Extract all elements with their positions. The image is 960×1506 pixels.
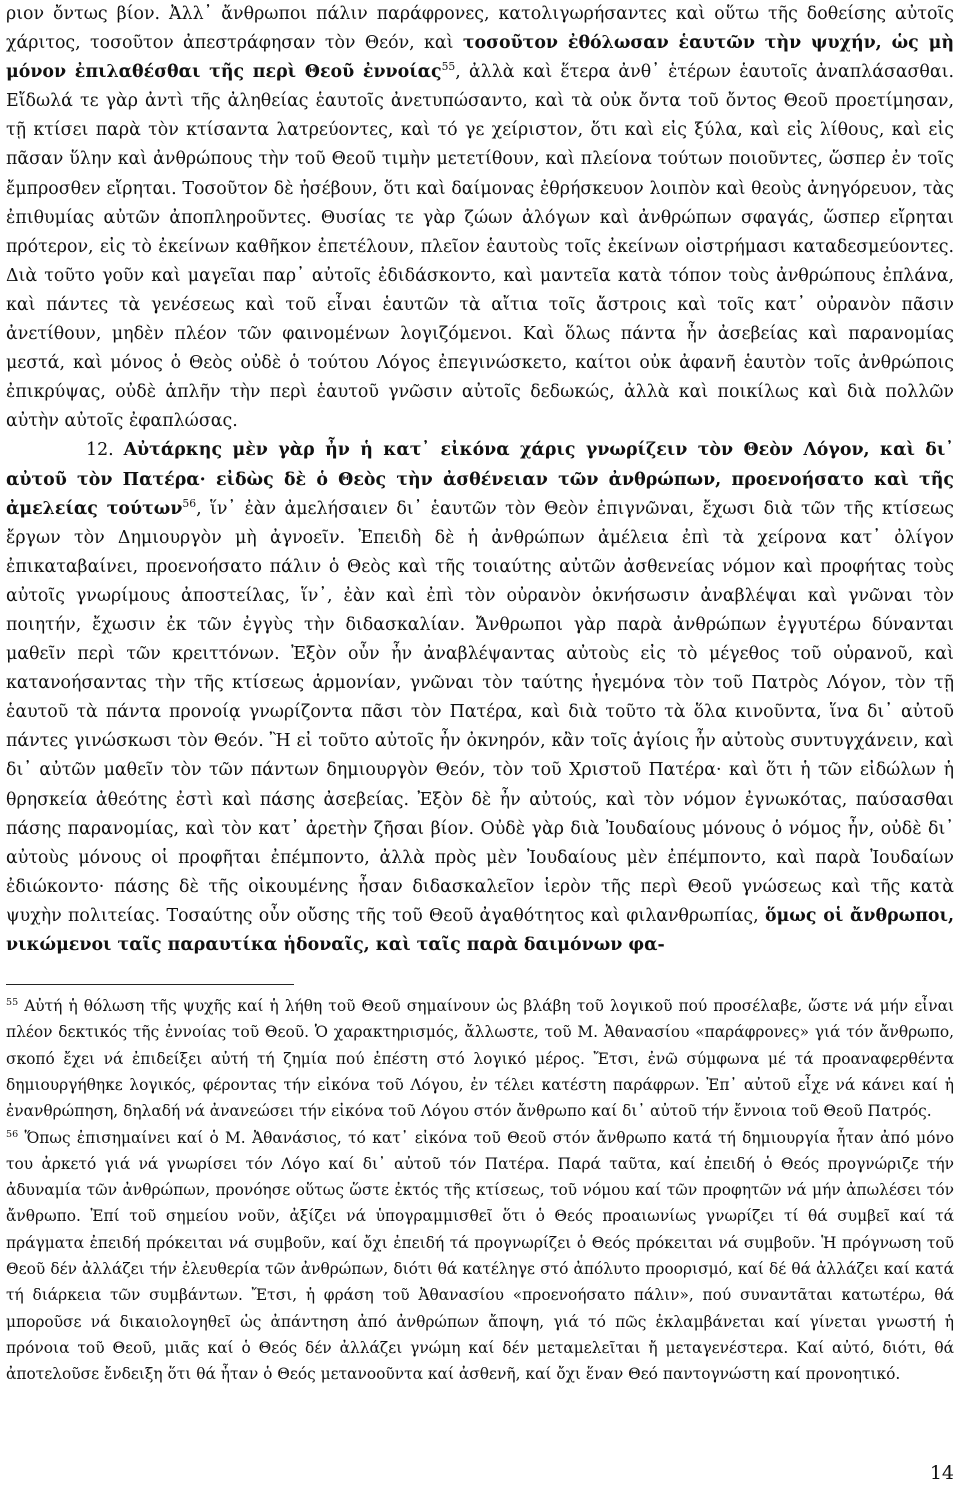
text-run: ριον ὄντως βίον. Ἀλλ᾿ ἄνθρωποι πάλιν παράφρονες, κατολιγωρήσαντες καὶ οὕτω τῆς δοθείσης αὐτοῖς χάριτος, τοσοῦτον ἀπεστράφησαν τὸν Θεόν, καὶ <box>6 4 954 54</box>
page-number: 14 <box>929 1462 954 1484</box>
footnotes <box>6 993 954 1387</box>
footnote-text: Ὅπως ἐπισημαίνει καί ὁ Μ. Ἀθανάσιος, τό κατ᾿ εἰκόνα τοῦ Θεοῦ στόν ἄνθρωπο κατά τή δημιουργία ἦταν ἀπό μόνο του ἀρκετό γιά νά γνωρίσει τόν Λόγο καί δι᾿ αὐτοῦ τόν Πατέρα. Παρά ταῦτα, καί ἐπειδή ὁ Θεός προγνώριζε τήν ἀδυναμία τῶν ἀνθρώπων, πρoνόησε οὕτως ὥστε ἐκτός τῆς κτίσεως, τοῦ νόμου καί τῶν προφητῶν νά μήν ἀπωλέσει τόν ἄνθρωπο. Ἐπί τοῦ σημείου νοῦν, ἀξίζει νά ὑπογραμμισθεῖ ὅτι ὁ Θεός προαιωνίως γνωρίζει τί θά συμβεῖ καί τά πράγματα ἐπειδή πρόκειται νά συμβοῦν, καί ὄχι ἐπειδή τά προγνωρίζει ὁ Θεός πρόκειται νά συμβοῦν. Ἡ πρόγνωση τοῦ Θεοῦ δέν ἀλλάζει τήν ἐλευθερία τῶν ἀνθρώπων, διότι θά κατέληγε στό ἀπόλυτο προορισμό, καί δέ θά ἀλλάζει καί κατά τή διάρκεια τῶν συμβάντων. Ἔτσι, ἡ φράση τοῦ Ἀθανασίου «προενοήσατο πάλιν», πού συναντᾶται κατωτέρω, θά μποροῦσε νά δικαιολογηθεῖ ὡς ἀπάντηση ἀπό ἀνθρώπων ἄποψη, γιά τό πῶς ἐκλαμβάνεται καί γίνεται γνωστή ἡ πρόνοια τοῦ Θεοῦ, μιᾶς καί ὁ Θεός δέν ἀλλάζει γνώμη καί δέν μεταμελεῖται ἤ μεταγενέστερα. Καί αὐτό, διότι, θά ἀποτελοῦσε ἔνδειξη ὅτι θά ἦταν ὁ Θεός μετανοοῦντα καί ἀσθενῆ, καί ὄχι ἕναν Θεό παντογνώστη καί προνοητικό. <box>6 1128 954 1384</box>
bold-run: ὅμως οἱ ἄνθρωποι, νικώμενοι ταῖς παραυτίκα ἡδοναῖς, καὶ ταῖς παρὰ δαιμόνων φα- <box>6 905 955 955</box>
footnote-56 <box>6 1125 954 1388</box>
footnote-separator <box>6 984 294 985</box>
main-text <box>6 0 954 960</box>
paragraph-1 <box>6 0 954 436</box>
text-run: , ἀλλὰ καὶ ἕτερα ἀνθ᾿ ἑτέρων ἑαυτοῖς ἀναπλάσασθαι. Εἴδωλά τε γὰρ ἀντὶ τῆς ἀληθείας ἑαυτοῖς ἀνετυπώσαντο, καὶ τὰ οὐκ ὄντα τοῦ ὄντος Θεοῦ προετίμησαν, τῇ κτίσει παρὰ τὸν κτίσαντα λατρεύοντες, καὶ τό γε χείριστον, ὅτι καὶ εἰς ξύλα, καὶ εἰς λίθους, καὶ εἰς πᾶσαν ὕλην καὶ ἀνθρώπους τὴν τοῦ Θεοῦ τιμὴν μετετίθουν, καὶ πλείονα τούτων ποιοῦντες, ὥσπερ ἐν τοῖς ἔμπροσθεν εἴρηται. Τοσοῦτον δὲ ἠσέβουν, ὅτι καὶ δαίμονας ἐθρήσκευον λοιπὸν καὶ θεοὺς ἀνηγόρευον, τὰς ἐπιθυμίας αὐτῶν ἀποπληροῦντες. Θυσίας τε γὰρ ζώων ἀλόγων καὶ ἀνθρώπων σφαγάς, ὥσπερ εἴρηται πρότερον, εἰς τὸ ἐκείνων καθῆκον ἐπετέλουν, πλεῖον ἑαυτοὺς τοῖς ἐκείνων οἰστρήμασι καταδεσμεύοντες. Διὰ τοῦτο γοῦν καὶ μαγεῖαι παρ᾿ αὐτοῖς ἐδιδάσκοντο, καὶ μαντεῖα κατὰ τόπον τοὺς ἀνθρώπους ἐπλάνα, καὶ πάντες τὰ γενέσεως καὶ τοῦ εἶναι ἑαυτῶν τὰ αἴτια τοῖς ἄστροις καὶ τοῖς κατ᾿ οὐρανὸν πᾶσιν ἀνετίθουν, μηδὲν πλέον τῶν φαινομένων λογιζόμενοι. Καὶ ὅλως πάντα ἦν ἀσεβείας καὶ παρανομίας μεστά, καὶ μόνος ὁ Θεὸς οὐδὲ ὁ τούτου Λόγος ἐπεγινώσκετο, καίτοι οὐκ ἀφανῆ ἑαυτὸν τοῖς ἀνθρώποις ἐπικρύψας, οὐδὲ ἁπλῆν τὴν περὶ ἑαυτοῦ γνῶσιν αὐτοῖς δεδωκώς, ἀλλὰ καὶ ποικίλως καὶ διὰ πολλῶν αὐτὴν αὐτοῖς ἐφαπλώσας. <box>6 62 954 432</box>
footnote-text: Αὐτή ἡ θόλωση τῆς ψυχῆς καί ἡ λήθη τοῦ Θεοῦ σημαίνουν ὡς βλάβη τοῦ λογικοῦ πού πρoσέλαβε, ὥστε νά μήν εἶναι πλέον δεκτικός τῆς ἐννοίας τοῦ Θεοῦ. Ὁ χαρακτηρισμός, ἄλλωστε, τοῦ Μ. Ἀθανασίου «παράφρονες» γιά τόν ἄνθρωπο, σκοπό ἔχει νά ἐπιδείξει αὐτή τή ζημία πού ἐπέστη στό λογικό μέρος. Ἔτσι, ἐνῶ σύμφωνα μέ τά προαναφερθέντα δημιουργήθηκε λογικός, φέροντας τήν εἰκόνα τοῦ Λόγου, ἐν τέλει κατέστη παράφρων. Ἐπ᾿ αὐτοῦ εἶχε νά κάνει καί ἡ ἐνανθρώπηση, δηλαδή νά ἀνανεώσει τήν εἰκόνα τοῦ Λόγου στόν ἄνθρωπο καί δι᾿ αὐτοῦ τήν ἔννοια τοῦ Θεοῦ Πατρός. <box>6 997 954 1121</box>
text-run: , ἵν᾿ ἐὰν ἀμελήσαιεν δι᾿ ἑαυτῶν τὸν Θεὸν ἐπιγνῶναι, ἔχωσι διὰ τῶν τῆς κτίσεως ἔργων τὸν Δημιουργὸν μὴ ἀγνοεῖν. Ἐπειδὴ δὲ ἡ ἀνθρώπων ἀμέλεια ἐπὶ τὰ χείρονα κατ᾿ ὀλίγον ἐπικαταβαίνει, προενοήσατο πάλιν ὁ Θεὸς καὶ τῆς τοιαύτης αὐτῶν ἀσθενείας νόμον καὶ προφήτας τοὺς αὐτοῖς γνωρίμους ἀποστείλας, ἵν᾿, ἐὰν καὶ ἐπὶ τὸν οὐρανὸν ὀκνήσωσιν ἀναβλέψαι καὶ γνῶναι τὸν ποιητήν, ἔχωσιν ἐκ τῶν ἐγγὺς τὴν διδασκαλίαν. Ἄνθρωποι γὰρ παρὰ ἀνθρώπων ἐγγυτέρω δύνανται μαθεῖν περὶ τῶν κρειττόνων. Ἐξὸν οὖν ἦν ἀναβλέψαντας αὐτοὺς εἰς τὸ μέγεθος τοῦ οὐρανοῦ, καὶ κατανοήσαντας τὴν τῆς κτίσεως ἁρμονίαν, γνῶναι τὸν ταύτης ἡγεμόνα τὸν τοῦ Πατρὸς Λόγον, τὸν τῇ ἑαυτοῦ τὰ πάντα προνοίᾳ γνωρίζοντα πᾶσι τὸν Πατέρα, καὶ διὰ τοῦτο τὰ ὅλα κινοῦντα, ἵνα δι᾿ αὐτοῦ πάντες γινώσκωσι τὸν Θεόν. Ἢ εἰ τοῦτο αὐτοῖς ἦν ὀκνηρόν, κἂν τοῖς ἁγίοις ἦν αὐτοὺς συντυγχάνειν, καὶ δι᾿ αὐτῶν μαθεῖν τὸν τῶν πάντων δημιουργὸν Θεόν, τὸν τοῦ Χριστοῦ Πατέρα· καὶ ὅτι ἡ τῶν εἰδώλων ἡ θρησκεία ἀθεότης ἐστὶ καὶ πάσης ἀσεβείας. Ἐξὸν δὲ ἦν αὐτούς, καὶ τὸν νόμον ἐγνωκότας, παύσασθαι πάσης παρανομίας, καὶ τὸν κατ᾿ ἀρετὴν ζῆσαι βίον. Οὐδὲ γὰρ διὰ Ἰουδαίους μόνους ὁ νόμος ἦν, οὐδὲ δι᾿ αὐτοὺς μόνους οἱ προφῆται ἐπέμποντο, ἀλλὰ πρὸς μὲν Ἰουδαίους μὲν ἐπέμποντο, καὶ παρὰ Ἰουδαίων ἐδιώκοντο· πάσης δὲ τῆς οἰκουμένης ἦσαν διδασκαλεῖον ἱερὸν τῆς περὶ Θεοῦ γνώσεως καὶ τῆς κατὰ ψυχὴν πολιτείας. Τοσαύτης οὖν οὔσης τῆς τοῦ Θεοῦ ἀγαθότητος καὶ φιλανθρωπίας, <box>6 498 954 926</box>
page <box>6 0 954 1388</box>
footnote-55 <box>6 993 954 1124</box>
bold-run: Αὐτάρκης μὲν γὰρ ἦν ἡ κατ᾿ εἰκόνα χάρις γνωρίζειν τὸν Θεὸν Λόγον, καὶ δι᾿ αὐτοῦ τὸν Πατέρα· εἰδὼς δὲ ὁ Θεὸς τὴν ἀσθένειαν τῶν ἀνθρώπων, προενοήσατο καὶ τῆς ἀμελείας τούτων <box>6 440 955 519</box>
footnote-ref-55[interactable]: 55 <box>441 60 456 74</box>
footnote-number: 55 <box>6 996 19 1008</box>
bold-run: τοσοῦτον ἐθόλωσαν ἑαυτῶν τὴν ψυχήν, ὡς μὴ μόνον ἐπιλαθέσθαι τῆς περὶ Θεοῦ ἐννοίας <box>6 33 955 83</box>
footnote-ref-56[interactable]: 56 <box>182 496 197 510</box>
paragraph-12 <box>6 436 954 960</box>
section-number: 12. <box>86 440 124 461</box>
footnote-number: 56 <box>6 1128 19 1140</box>
